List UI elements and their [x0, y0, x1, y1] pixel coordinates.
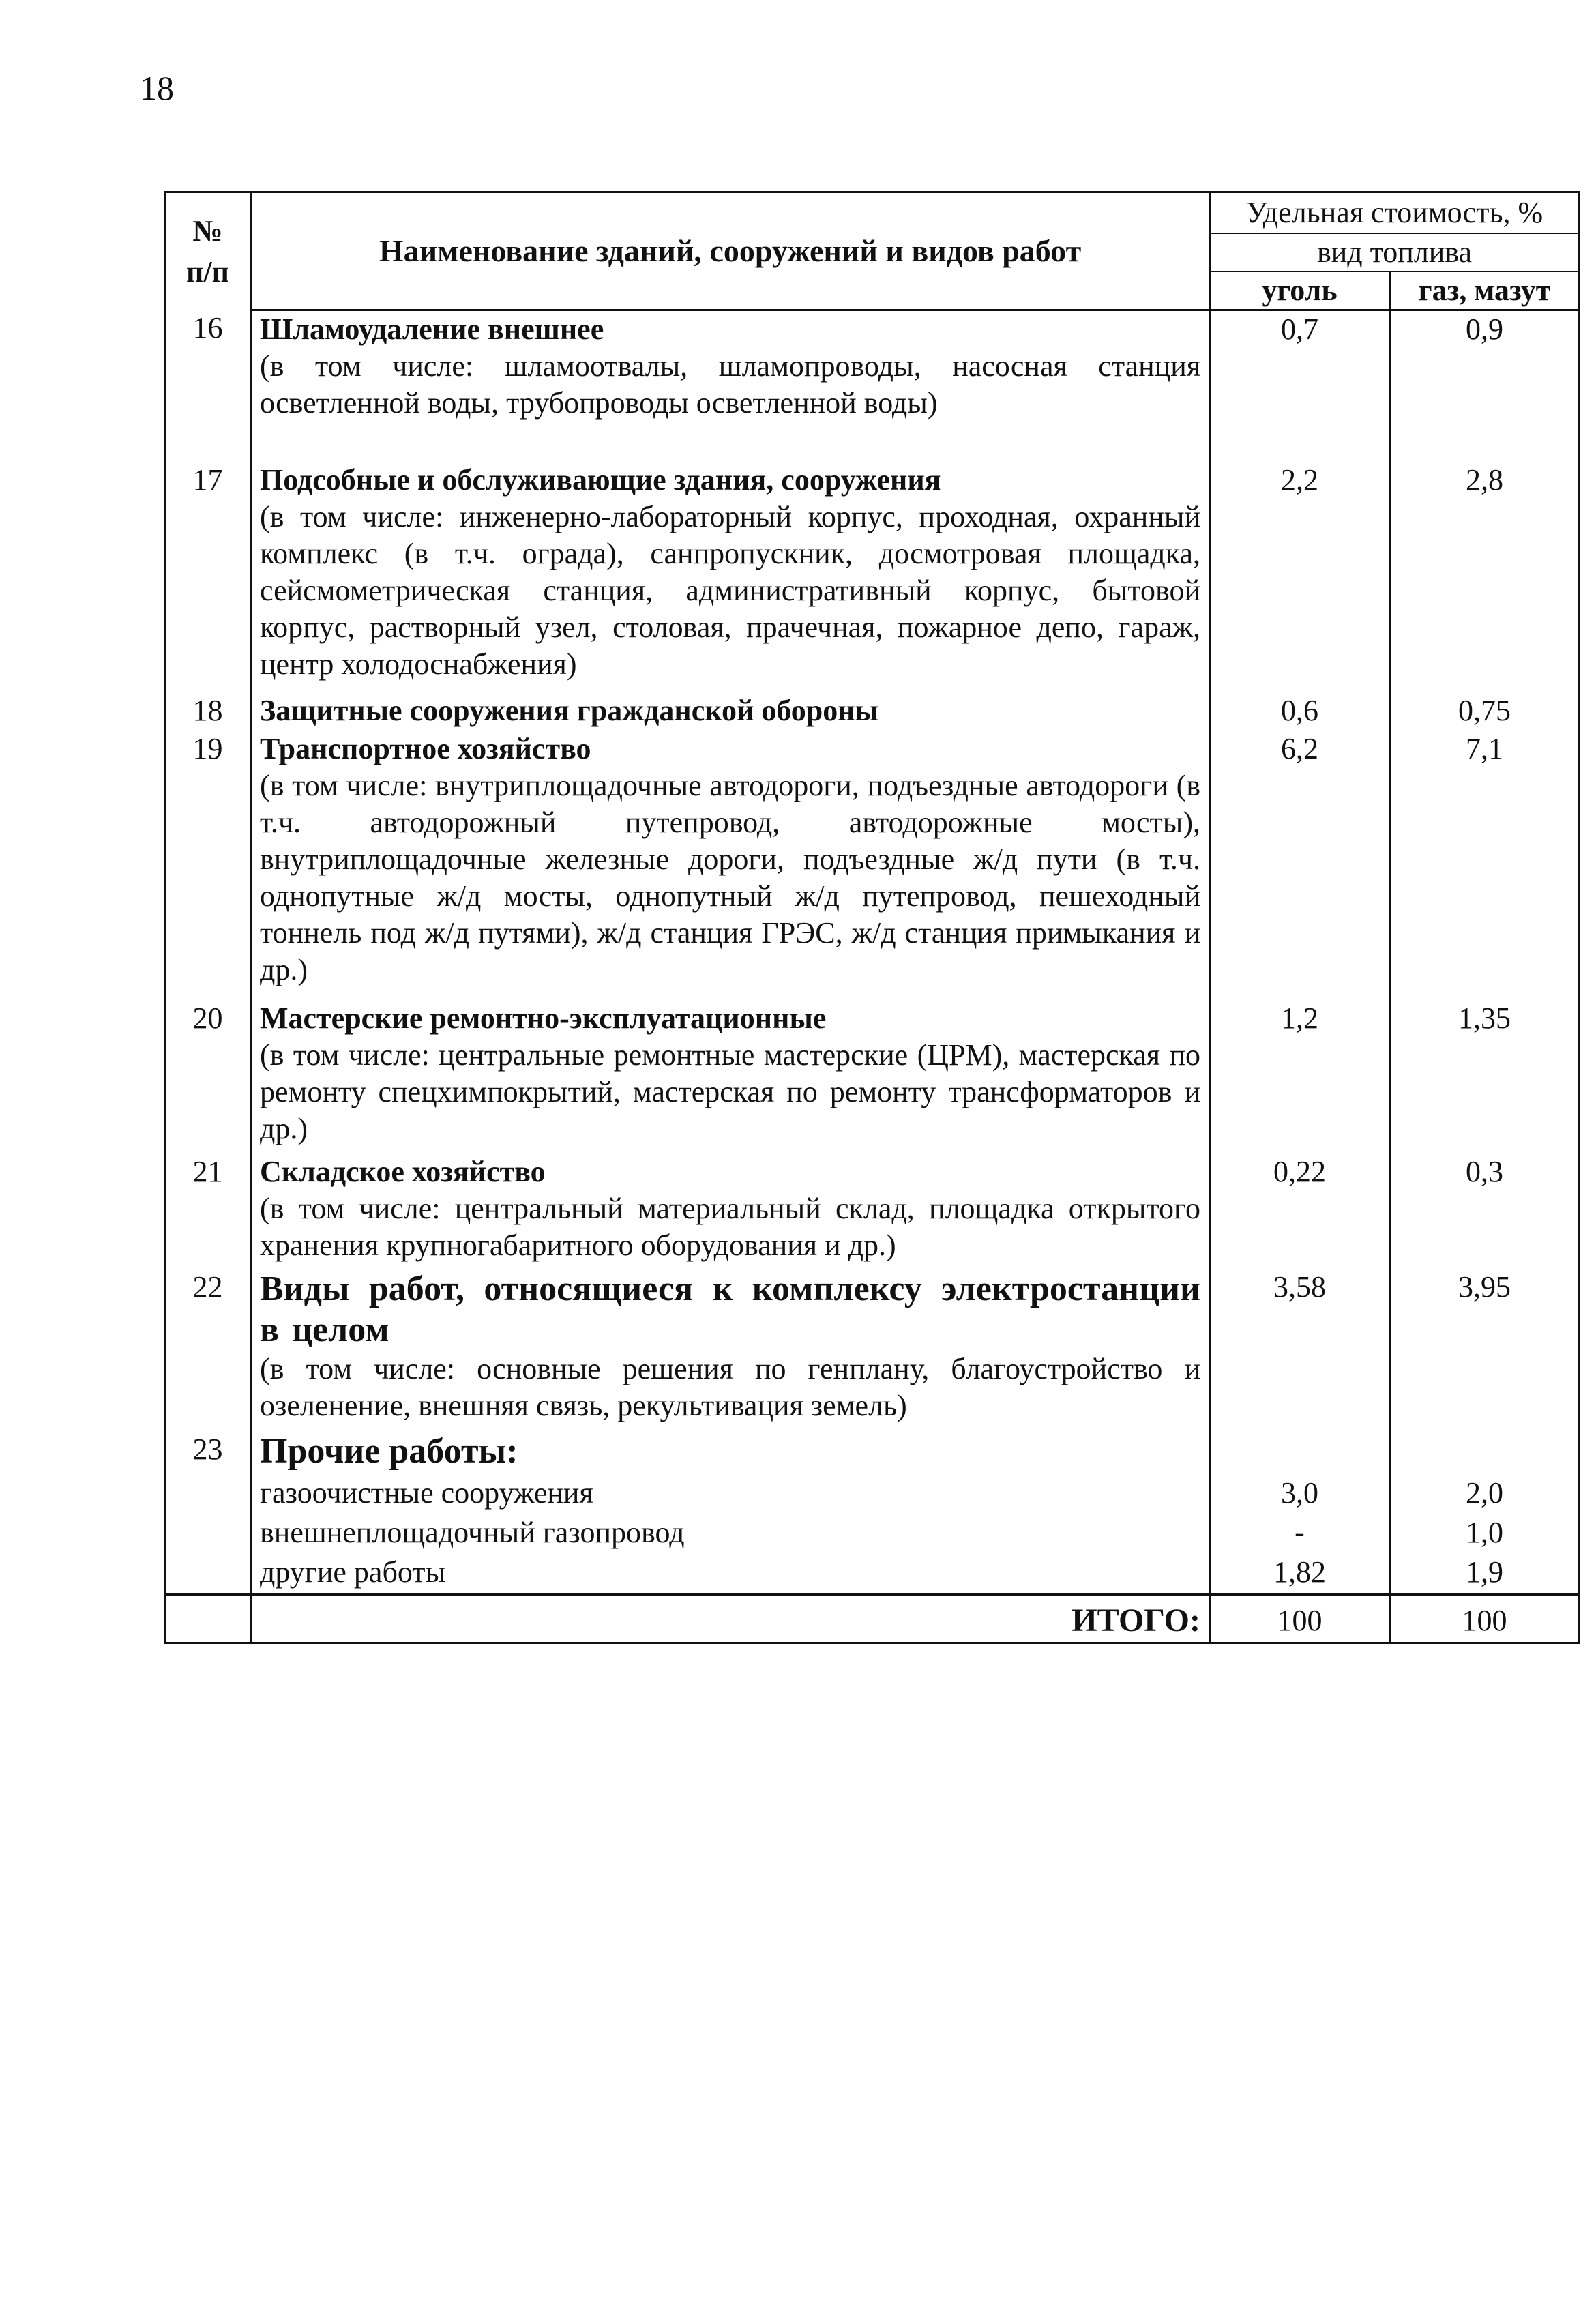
row-title: Подсобные и обслуживающие здания, сооружения: [260, 462, 941, 497]
row-coal-value: 3,58: [1210, 1269, 1390, 1431]
sub-row: [165, 1474, 1580, 1514]
table-row: [165, 310, 1580, 426]
row-title: Мастерские ремонтно-эксплуатационные: [260, 1001, 827, 1035]
sub-row-coal-value: 1,82: [1210, 1553, 1390, 1594]
table-row: [165, 1431, 1580, 1474]
header-fuel: вид топлива: [1210, 233, 1580, 271]
row-number: 17: [165, 462, 251, 692]
row-title: Защитные сооружения гражданской обороны: [260, 693, 878, 727]
row-coal-value: 2,2: [1210, 462, 1390, 692]
header-num-text: № п/п: [186, 214, 229, 289]
table-row: [165, 1153, 1580, 1269]
row-gas-value: 7,1: [1466, 732, 1503, 766]
row-description: (в том числе: основные решения по генплану, благоустройство и озеленение, внешняя связь, рекультивация земель): [260, 1352, 1200, 1422]
sub-row-name: газоочистные сооружения: [251, 1474, 1210, 1514]
table-row: [165, 1000, 1580, 1153]
row-number: 21: [165, 1153, 251, 1269]
row-coal-value: 0,7: [1210, 310, 1390, 426]
row-coal-value: 1,2: [1210, 1000, 1390, 1153]
sub-row-name: внешнеплощадочный газопровод: [251, 1514, 1210, 1553]
row-gas-value: 1,35: [1458, 1001, 1511, 1035]
total-coal-value: 100: [1210, 1595, 1390, 1643]
row-gas-value: 2,8: [1466, 462, 1503, 497]
row-gas-value: 0,9: [1466, 312, 1503, 346]
sub-row-coal-value: 3,0: [1210, 1474, 1390, 1514]
row-description: (в том числе: центральные ремонтные мастерские (ЦРМ), мастерская по ремонту спецхимпокрытий, мастерская по ремонту трансформаторов и др.): [260, 1038, 1200, 1145]
header-coal: уголь: [1210, 271, 1390, 310]
row-name: [251, 1000, 1210, 1153]
row-title: Шламоудаление внешнее: [260, 312, 604, 346]
row-title: Транспортное хозяйство: [260, 732, 591, 766]
row-name: [251, 462, 1210, 692]
sub-row-gas-value: 2,0: [1466, 1475, 1503, 1510]
header-gas: газ, мазут: [1390, 271, 1580, 310]
row-number: 16: [165, 310, 251, 426]
row-description: (в том числе: внутриплощадочные автодороги, подъездные автодороги (в т.ч. автодорожный путепровод, автодорожные мосты), внутриплощадочные железные дороги, подъездные ж/д пути (в т.ч. однопутные ж/д мосты, однопутный ж/д путепровод, пешеходный тоннель под ж/д путями), ж/д станция ГРЭС, ж/д станция примыкания и др.): [260, 769, 1200, 987]
table-row: [165, 462, 1580, 692]
row-description: (в том числе: центральный материальный склад, площадка открытого хранения крупногабаритного оборудования и др.): [260, 1191, 1200, 1262]
row-number: 19: [165, 731, 251, 999]
sub-row: [165, 1553, 1580, 1594]
total-label: ИТОГО:: [251, 1595, 1210, 1643]
row-number: 23: [165, 1431, 251, 1474]
row-gas-value: 0,3: [1466, 1154, 1503, 1188]
row-title: Виды работ, относящиеся к комплексу электростанции в целом: [260, 1269, 1200, 1349]
sub-row-gas-value: 1,0: [1466, 1515, 1503, 1549]
sub-row-coal-value: -: [1210, 1514, 1390, 1553]
header-cost: Удельная стоимость, %: [1210, 192, 1580, 233]
row-name: [251, 1269, 1210, 1431]
table-row: [165, 692, 1580, 731]
row-gas-value: 3,95: [1458, 1270, 1511, 1304]
row-title: Прочие работы:: [260, 1431, 518, 1471]
page-number: 18: [140, 69, 174, 107]
total-row: [165, 1595, 1580, 1643]
cost-table: [164, 191, 1580, 1644]
table-row: [165, 1269, 1580, 1431]
row-number: 18: [165, 692, 251, 731]
row-name: [251, 1153, 1210, 1269]
row-title: Складское хозяйство: [260, 1154, 546, 1188]
sub-row-gas-value: 1,9: [1390, 1553, 1580, 1594]
table-row: [165, 731, 1580, 999]
row-name: [251, 1431, 1210, 1474]
row-name: [251, 692, 1210, 731]
total-gas-value: 100: [1462, 1604, 1507, 1637]
sub-row-name: другие работы: [251, 1553, 1210, 1594]
row-coal-value: 6,2: [1210, 731, 1390, 999]
row-name: [251, 310, 1210, 426]
row-number: 22: [165, 1269, 251, 1431]
row-coal-value: 0,22: [1210, 1153, 1390, 1269]
row-description: (в том числе: инженерно-лабораторный корпус, проходная, охранный комплекс (в т.ч. ограда), санпропускник, досмотровая площадка, сейсмометрическая станция, административный корпус, бытовой корпус, растворный узел, столовая, прачечная, пожарное депо, гараж, центр холодоснабжения): [260, 499, 1200, 681]
row-name: [251, 731, 1210, 999]
row-gas-value: 0,75: [1458, 693, 1511, 727]
sub-row: [165, 1514, 1580, 1553]
header-name: Наименование зданий, сооружений и видов работ: [251, 192, 1210, 310]
header-num: [165, 192, 251, 310]
row-description: (в том числе: шламоотвалы, шламопроводы, насосная станция осветленной воды, трубопроводы осветленной воды): [260, 349, 1200, 420]
row-number: 20: [165, 1000, 251, 1153]
row-coal-value: 0,6: [1210, 692, 1390, 731]
